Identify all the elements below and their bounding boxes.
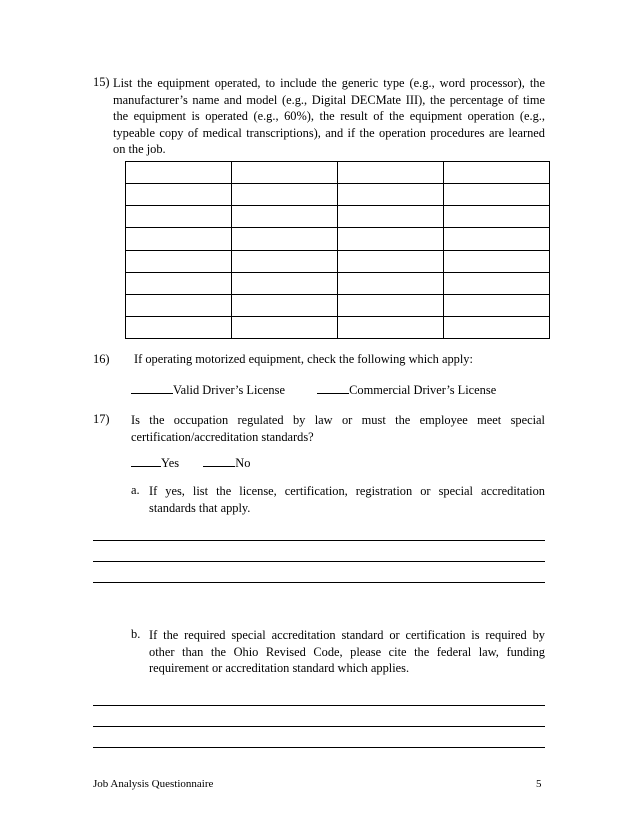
- answer-line[interactable]: [93, 705, 545, 706]
- table-cell[interactable]: [232, 316, 338, 338]
- no-label: No: [235, 456, 251, 470]
- table-cell[interactable]: [232, 272, 338, 294]
- yes-blank[interactable]: [131, 455, 161, 467]
- question-17-options: [131, 455, 250, 471]
- table-cell[interactable]: [338, 206, 444, 228]
- table-cell[interactable]: [126, 184, 232, 206]
- table-cell[interactable]: [338, 272, 444, 294]
- question-17b-marker: b.: [131, 627, 141, 641]
- question-15-text: List the equipment operated, to include the generic type (e.g., word processor), the manufacturer’s name and model (e.g., Digital DECMate III), the percentage of time the equipment is operated (e.g., 60%), the result of the equipment operation (e.g., typeable copy of medical transcriptions), and if the operation procedures are learned on the job.: [113, 76, 545, 157]
- table-row: [126, 316, 550, 338]
- commercial-license-label: Commercial Driver’s License: [349, 383, 497, 397]
- question-17-number: 17): [93, 412, 110, 426]
- page-number: 5: [536, 778, 542, 790]
- answer-line[interactable]: [93, 561, 545, 562]
- table-cell[interactable]: [232, 228, 338, 250]
- table-cell[interactable]: [126, 206, 232, 228]
- answer-line[interactable]: [93, 726, 545, 727]
- table-cell[interactable]: [232, 250, 338, 272]
- table-row: [126, 294, 550, 316]
- table-row: [126, 250, 550, 272]
- answer-line[interactable]: [93, 747, 545, 748]
- table-cell[interactable]: [232, 294, 338, 316]
- table-cell[interactable]: [444, 184, 550, 206]
- table-row: [126, 228, 550, 250]
- question-17a-text: If yes, list the license, certification, registration or special accreditation standards that apply.: [149, 484, 545, 515]
- table-cell[interactable]: [232, 206, 338, 228]
- table-row: [126, 272, 550, 294]
- answer-line[interactable]: [93, 540, 545, 541]
- commercial-license-blank[interactable]: [317, 382, 349, 394]
- table-cell[interactable]: [338, 162, 444, 184]
- table-cell[interactable]: [126, 316, 232, 338]
- valid-license-label: Valid Driver’s License: [173, 383, 285, 397]
- question-17a-marker: a.: [131, 483, 140, 497]
- table-cell[interactable]: [444, 294, 550, 316]
- table-cell[interactable]: [444, 272, 550, 294]
- table-cell[interactable]: [126, 228, 232, 250]
- question-15-number: 15): [93, 75, 110, 89]
- question-17b-text: If the required special accreditation standard or certification is required by other than the Ohio Revised Code, please cite the federal law, funding requirement or accreditation standard which applies.: [149, 628, 545, 676]
- table-cell[interactable]: [126, 294, 232, 316]
- question-16-options: [131, 382, 496, 398]
- table-cell[interactable]: [232, 162, 338, 184]
- table-cell[interactable]: [126, 162, 232, 184]
- yes-label: Yes: [161, 456, 180, 470]
- table-cell[interactable]: [338, 228, 444, 250]
- no-blank[interactable]: [203, 455, 235, 467]
- equipment-table: [125, 161, 550, 339]
- answer-line[interactable]: [93, 582, 545, 583]
- table-cell[interactable]: [338, 250, 444, 272]
- table-cell[interactable]: [338, 184, 444, 206]
- table-cell[interactable]: [444, 228, 550, 250]
- question-16-number: 16): [93, 352, 110, 366]
- table-cell[interactable]: [338, 316, 444, 338]
- table-row: [126, 162, 550, 184]
- table-cell[interactable]: [444, 316, 550, 338]
- table-cell[interactable]: [126, 250, 232, 272]
- question-16-text: If operating motorized equipment, check the following which apply:: [134, 352, 473, 366]
- table-cell[interactable]: [444, 162, 550, 184]
- table-row: [126, 184, 550, 206]
- valid-license-blank[interactable]: [131, 382, 173, 394]
- question-17-text: Is the occupation regulated by law or must the employee meet special certification/accreditation standards?: [131, 413, 545, 444]
- table-cell[interactable]: [232, 184, 338, 206]
- table-row: [126, 206, 550, 228]
- table-cell[interactable]: [444, 206, 550, 228]
- table-cell[interactable]: [126, 272, 232, 294]
- table-cell[interactable]: [444, 250, 550, 272]
- table-cell[interactable]: [338, 294, 444, 316]
- footer-title: Job Analysis Questionnaire: [93, 778, 214, 790]
